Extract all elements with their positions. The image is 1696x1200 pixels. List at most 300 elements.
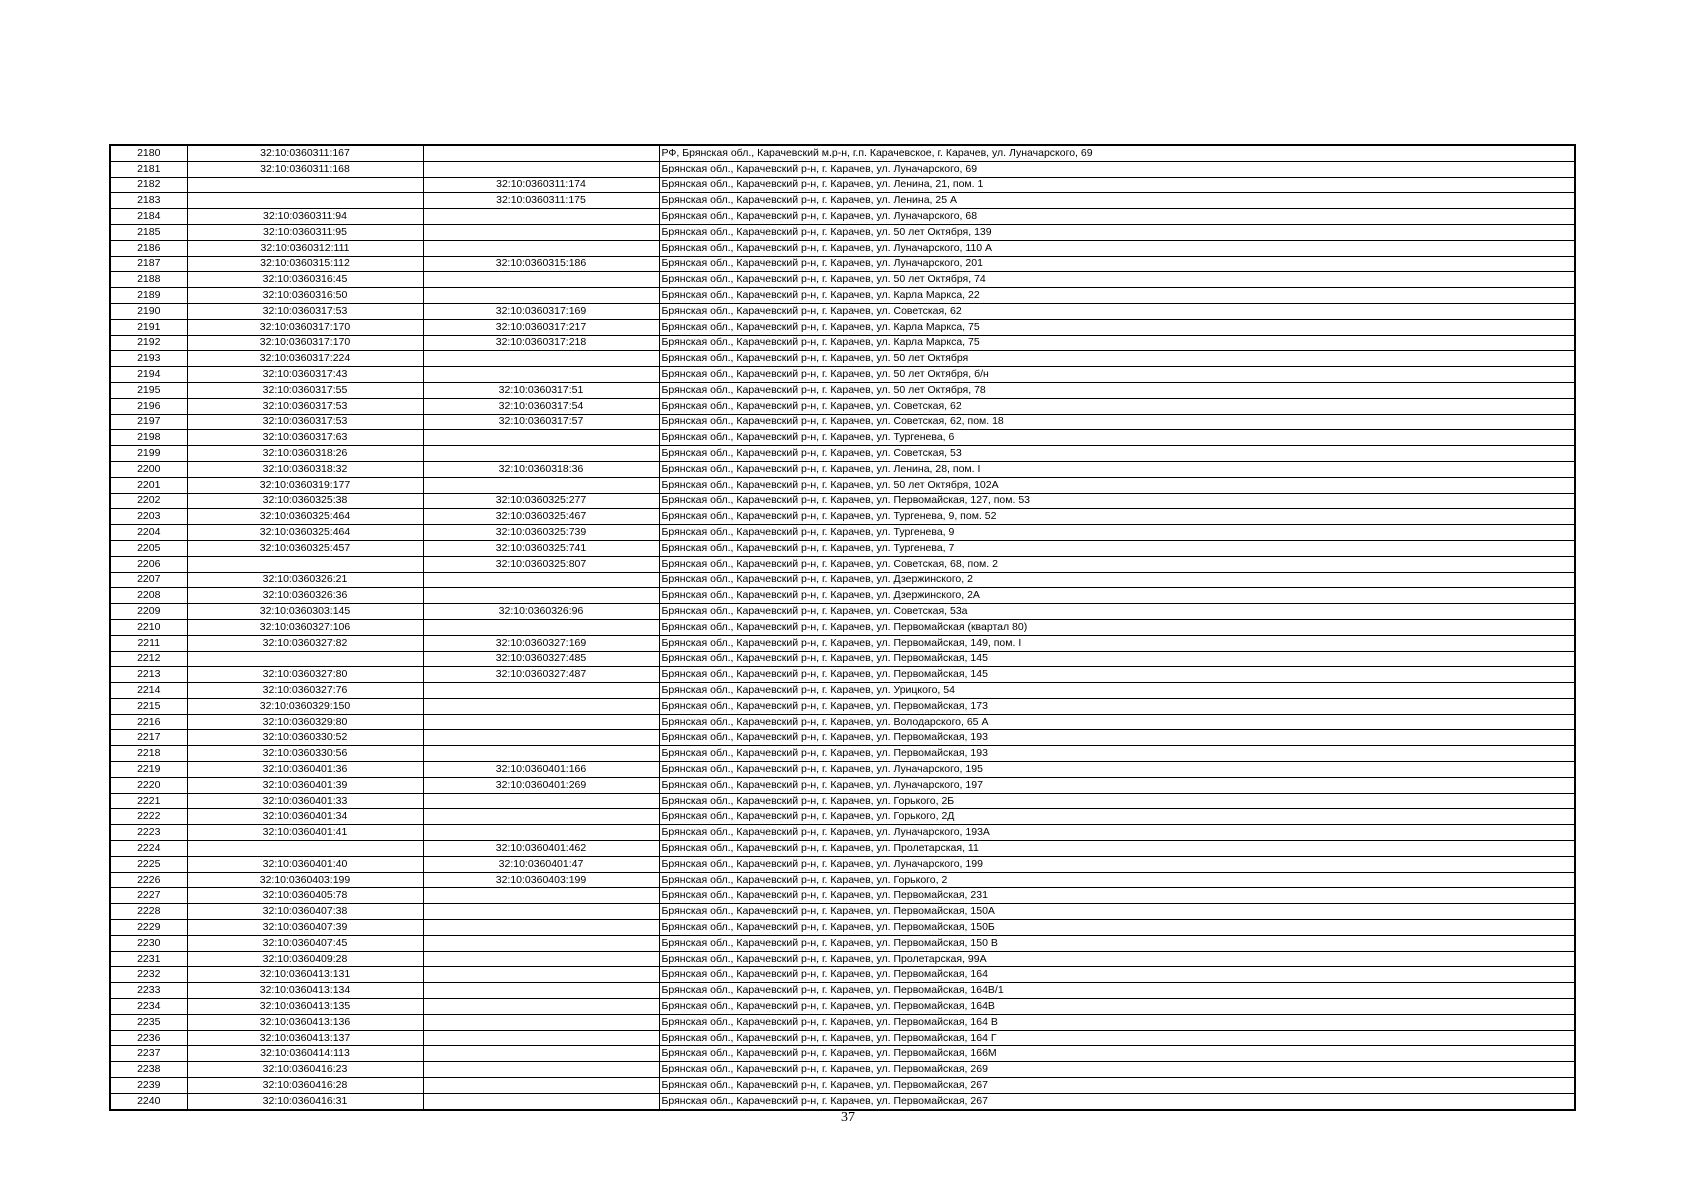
row-number-cell: 2184 (110, 209, 187, 225)
cadastral-number-cell: 32:10:0360326:36 (187, 588, 423, 604)
related-cadastral-number-cell: 32:10:0360325:277 (423, 493, 659, 509)
related-cadastral-number-cell (423, 683, 659, 699)
row-number-cell: 2212 (110, 651, 187, 667)
table-row (110, 461, 1575, 477)
row-number-cell: 2225 (110, 856, 187, 872)
table-row (110, 446, 1575, 462)
table-row (110, 635, 1575, 651)
related-cadastral-number-cell: 32:10:0360318:36 (423, 461, 659, 477)
cadastral-number-cell: 32:10:0360327:80 (187, 667, 423, 683)
cadastral-number-cell (187, 651, 423, 667)
cadastral-number-cell: 32:10:0360311:95 (187, 224, 423, 240)
cadastral-number-cell: 32:10:0360407:45 (187, 935, 423, 951)
table-row (110, 809, 1575, 825)
related-cadastral-number-cell: 32:10:0360317:51 (423, 382, 659, 398)
related-cadastral-number-cell (423, 999, 659, 1015)
related-cadastral-number-cell: 32:10:0360311:175 (423, 193, 659, 209)
cadastral-number-cell: 32:10:0360326:21 (187, 572, 423, 588)
related-cadastral-number-cell: 32:10:0360317:218 (423, 335, 659, 351)
row-number-cell: 2208 (110, 588, 187, 604)
cadastral-number-cell: 32:10:0360403:199 (187, 872, 423, 888)
cadastral-number-cell: 32:10:0360311:168 (187, 161, 423, 177)
address-cell: Брянская обл., Карачевский р-н, г. Карачев, ул. Луначарского, 195 (659, 762, 1575, 778)
address-cell: Брянская обл., Карачевский р-н, г. Карачев, ул. Тургенева, 9, пом. 52 (659, 509, 1575, 525)
row-number-cell: 2194 (110, 367, 187, 383)
table-row (110, 698, 1575, 714)
address-cell: Брянская обл., Карачевский р-н, г. Карачев, ул. Урицкого, 54 (659, 683, 1575, 699)
cadastral-number-cell: 32:10:0360315:112 (187, 256, 423, 272)
address-cell: Брянская обл., Карачевский р-н, г. Карачев, ул. Первомайская, 173 (659, 698, 1575, 714)
related-cadastral-number-cell (423, 951, 659, 967)
row-number-cell: 2239 (110, 1078, 187, 1094)
related-cadastral-number-cell (423, 209, 659, 225)
table-row (110, 335, 1575, 351)
row-number-cell: 2232 (110, 967, 187, 983)
cadastral-number-cell: 32:10:0360409:28 (187, 951, 423, 967)
address-cell: Брянская обл., Карачевский р-н, г. Карачев, ул. Тургенева, 9 (659, 525, 1575, 541)
related-cadastral-number-cell (423, 430, 659, 446)
row-number-cell: 2220 (110, 777, 187, 793)
table-row (110, 509, 1575, 525)
address-cell: Брянская обл., Карачевский р-н, г. Карачев, ул. Первомайская, 150А (659, 904, 1575, 920)
row-number-cell: 2190 (110, 303, 187, 319)
address-cell: Брянская обл., Карачевский р-н, г. Карачев, ул. Советская, 53 (659, 446, 1575, 462)
related-cadastral-number-cell: 32:10:0360401:269 (423, 777, 659, 793)
cadastral-number-cell: 32:10:0360407:39 (187, 920, 423, 936)
cadastral-number-cell: 32:10:0360319:177 (187, 477, 423, 493)
address-cell: Брянская обл., Карачевский р-н, г. Карачев, ул. 50 лет Октября, 78 (659, 382, 1575, 398)
address-cell: Брянская обл., Карачевский р-н, г. Карачев, ул. Первомайская, 150Б (659, 920, 1575, 936)
table-row (110, 288, 1575, 304)
table-row (110, 619, 1575, 635)
related-cadastral-number-cell (423, 714, 659, 730)
row-number-cell: 2215 (110, 698, 187, 714)
table-row (110, 209, 1575, 225)
related-cadastral-number-cell (423, 888, 659, 904)
address-cell: Брянская обл., Карачевский р-н, г. Карачев, ул. Первомайская, 164В/1 (659, 983, 1575, 999)
related-cadastral-number-cell (423, 983, 659, 999)
table-row (110, 224, 1575, 240)
address-cell: Брянская обл., Карачевский р-н, г. Карачев, ул. Пролетарская, 99А (659, 951, 1575, 967)
table-row (110, 1093, 1575, 1109)
row-number-cell: 2202 (110, 493, 187, 509)
address-cell: Брянская обл., Карачевский р-н, г. Карачев, ул. Карла Маркса, 75 (659, 319, 1575, 335)
row-number-cell: 2201 (110, 477, 187, 493)
row-number-cell: 2210 (110, 619, 187, 635)
address-cell: Брянская обл., Карачевский р-н, г. Карачев, ул. Ленина, 21, пом. 1 (659, 177, 1575, 193)
cadastral-number-cell: 32:10:0360329:150 (187, 698, 423, 714)
cadastral-number-cell: 32:10:0360325:38 (187, 493, 423, 509)
cadastral-number-cell: 32:10:0360303:145 (187, 604, 423, 620)
cadastral-number-cell: 32:10:0360317:170 (187, 335, 423, 351)
related-cadastral-number-cell: 32:10:0360403:199 (423, 872, 659, 888)
row-number-cell: 2218 (110, 746, 187, 762)
table-row (110, 935, 1575, 951)
table-row (110, 951, 1575, 967)
related-cadastral-number-cell (423, 809, 659, 825)
table-row (110, 351, 1575, 367)
table-row (110, 651, 1575, 667)
address-cell: Брянская обл., Карачевский р-н, г. Карачев, ул. Первомайская, 145 (659, 667, 1575, 683)
table-row (110, 1046, 1575, 1062)
cadastral-number-cell: 32:10:0360317:224 (187, 351, 423, 367)
table-row (110, 256, 1575, 272)
cadastral-number-cell: 32:10:0360405:78 (187, 888, 423, 904)
table-row (110, 667, 1575, 683)
related-cadastral-number-cell (423, 1078, 659, 1094)
table-row (110, 604, 1575, 620)
related-cadastral-number-cell (423, 793, 659, 809)
cadastral-number-cell: 32:10:0360413:131 (187, 967, 423, 983)
row-number-cell: 2226 (110, 872, 187, 888)
cadastral-number-cell: 32:10:0360401:34 (187, 809, 423, 825)
row-number-cell: 2181 (110, 161, 187, 177)
table-row (110, 161, 1575, 177)
related-cadastral-number-cell (423, 367, 659, 383)
table-row (110, 367, 1575, 383)
related-cadastral-number-cell (423, 224, 659, 240)
table-row (110, 177, 1575, 193)
address-cell: Брянская обл., Карачевский р-н, г. Карачев, ул. Луначарского, 69 (659, 161, 1575, 177)
row-number-cell: 2196 (110, 398, 187, 414)
address-cell: Брянская обл., Карачевский р-н, г. Карачев, ул. Первомайская, 164 (659, 967, 1575, 983)
table-row (110, 999, 1575, 1015)
address-cell: Брянская обл., Карачевский р-н, г. Карачев, ул. Первомайская, 164 В (659, 1014, 1575, 1030)
page-number: 37 (841, 1110, 855, 1125)
related-cadastral-number-cell (423, 1093, 659, 1109)
cadastral-number-cell: 32:10:0360414:113 (187, 1046, 423, 1062)
row-number-cell: 2209 (110, 604, 187, 620)
cadastral-number-cell: 32:10:0360413:137 (187, 1030, 423, 1046)
address-cell: Брянская обл., Карачевский р-н, г. Карачев, ул. Первомайская, 164 Г (659, 1030, 1575, 1046)
cadastral-number-cell: 32:10:0360416:28 (187, 1078, 423, 1094)
row-number-cell: 2236 (110, 1030, 187, 1046)
related-cadastral-number-cell: 32:10:0360325:739 (423, 525, 659, 541)
row-number-cell: 2234 (110, 999, 187, 1015)
related-cadastral-number-cell: 32:10:0360317:169 (423, 303, 659, 319)
address-cell: Брянская обл., Карачевский р-н, г. Карачев, ул. Пролетарская, 11 (659, 841, 1575, 857)
related-cadastral-number-cell: 32:10:0360401:462 (423, 841, 659, 857)
row-number-cell: 2228 (110, 904, 187, 920)
row-number-cell: 2199 (110, 446, 187, 462)
row-number-cell: 2189 (110, 288, 187, 304)
table-row (110, 303, 1575, 319)
row-number-cell: 2207 (110, 572, 187, 588)
row-number-cell: 2195 (110, 382, 187, 398)
row-number-cell: 2237 (110, 1046, 187, 1062)
table-row (110, 382, 1575, 398)
cadastral-number-cell: 32:10:0360325:464 (187, 525, 423, 541)
address-cell: Брянская обл., Карачевский р-н, г. Карачев, ул. Луначарского, 199 (659, 856, 1575, 872)
cadastral-number-cell: 32:10:0360401:33 (187, 793, 423, 809)
row-number-cell: 2198 (110, 430, 187, 446)
cadastral-number-cell: 32:10:0360401:36 (187, 762, 423, 778)
address-cell: Брянская обл., Карачевский р-н, г. Карачев, ул. Горького, 2Б (659, 793, 1575, 809)
address-cell: Брянская обл., Карачевский р-н, г. Карачев, ул. 50 лет Октября, 139 (659, 224, 1575, 240)
row-number-cell: 2197 (110, 414, 187, 430)
cadastral-number-cell: 32:10:0360318:26 (187, 446, 423, 462)
related-cadastral-number-cell: 32:10:0360325:807 (423, 556, 659, 572)
row-number-cell: 2203 (110, 509, 187, 525)
related-cadastral-number-cell (423, 1046, 659, 1062)
table-row (110, 398, 1575, 414)
related-cadastral-number-cell (423, 446, 659, 462)
row-number-cell: 2185 (110, 224, 187, 240)
related-cadastral-number-cell (423, 145, 659, 161)
address-cell: Брянская обл., Карачевский р-н, г. Карачев, ул. Советская, 62 (659, 398, 1575, 414)
table-row (110, 920, 1575, 936)
table-row (110, 746, 1575, 762)
related-cadastral-number-cell (423, 161, 659, 177)
cadastral-number-cell: 32:10:0360327:76 (187, 683, 423, 699)
cadastral-number-cell: 32:10:0360401:40 (187, 856, 423, 872)
cadastral-number-cell: 32:10:0360401:39 (187, 777, 423, 793)
row-number-cell: 2191 (110, 319, 187, 335)
cadastral-number-cell (187, 193, 423, 209)
related-cadastral-number-cell (423, 240, 659, 256)
table-row (110, 1078, 1575, 1094)
cadastral-number-cell: 32:10:0360317:63 (187, 430, 423, 446)
table-row (110, 272, 1575, 288)
related-cadastral-number-cell (423, 1014, 659, 1030)
cadastral-number-cell: 32:10:0360407:38 (187, 904, 423, 920)
address-cell: Брянская обл., Карачевский р-н, г. Карачев, ул. Ленина, 28, пом. I (659, 461, 1575, 477)
related-cadastral-number-cell: 32:10:0360327:487 (423, 667, 659, 683)
related-cadastral-number-cell (423, 730, 659, 746)
row-number-cell: 2233 (110, 983, 187, 999)
row-number-cell: 2206 (110, 556, 187, 572)
address-cell: Брянская обл., Карачевский р-н, г. Карачев, ул. Советская, 62 (659, 303, 1575, 319)
cadastral-number-cell: 32:10:0360327:82 (187, 635, 423, 651)
row-number-cell: 2240 (110, 1093, 187, 1109)
cadastral-number-cell: 32:10:0360311:94 (187, 209, 423, 225)
row-number-cell: 2180 (110, 145, 187, 161)
related-cadastral-number-cell (423, 904, 659, 920)
table-row (110, 856, 1575, 872)
related-cadastral-number-cell (423, 572, 659, 588)
table-row (110, 967, 1575, 983)
related-cadastral-number-cell (423, 619, 659, 635)
cadastral-number-cell: 32:10:0360312:111 (187, 240, 423, 256)
cadastral-number-cell: 32:10:0360413:136 (187, 1014, 423, 1030)
table-row (110, 556, 1575, 572)
address-cell: Брянская обл., Карачевский р-н, г. Карачев, ул. Первомайская, 193 (659, 746, 1575, 762)
row-number-cell: 2235 (110, 1014, 187, 1030)
address-cell: Брянская обл., Карачевский р-н, г. Карачев, ул. Советская, 68, пом. 2 (659, 556, 1575, 572)
related-cadastral-number-cell (423, 588, 659, 604)
table-row (110, 430, 1575, 446)
address-cell: Брянская обл., Карачевский р-н, г. Карачев, ул. Горького, 2Д (659, 809, 1575, 825)
related-cadastral-number-cell (423, 1062, 659, 1078)
address-cell: Брянская обл., Карачевский р-н, г. Карачев, ул. 50 лет Октября (659, 351, 1575, 367)
address-cell: Брянская обл., Карачевский р-н, г. Карачев, ул. Первомайская (квартал 80) (659, 619, 1575, 635)
row-number-cell: 2186 (110, 240, 187, 256)
address-cell: Брянская обл., Карачевский р-н, г. Карачев, ул. Первомайская, 149, пом. I (659, 635, 1575, 651)
related-cadastral-number-cell (423, 825, 659, 841)
row-number-cell: 2200 (110, 461, 187, 477)
related-cadastral-number-cell: 32:10:0360317:217 (423, 319, 659, 335)
row-number-cell: 2231 (110, 951, 187, 967)
table-row (110, 841, 1575, 857)
table-row (110, 477, 1575, 493)
related-cadastral-number-cell: 32:10:0360317:54 (423, 398, 659, 414)
cadastral-number-cell (187, 556, 423, 572)
table-row (110, 1030, 1575, 1046)
address-cell: Брянская обл., Карачевский р-н, г. Карачев, ул. 50 лет Октября, б/н (659, 367, 1575, 383)
cadastral-number-cell (187, 841, 423, 857)
cadastral-number-cell: 32:10:0360327:106 (187, 619, 423, 635)
table-row (110, 714, 1575, 730)
address-cell: Брянская обл., Карачевский р-н, г. Карачев, ул. 50 лет Октября, 74 (659, 272, 1575, 288)
row-number-cell: 2230 (110, 935, 187, 951)
cadastral-number-cell: 32:10:0360416:31 (187, 1093, 423, 1109)
related-cadastral-number-cell: 32:10:0360327:485 (423, 651, 659, 667)
address-cell: Брянская обл., Карачевский р-н, г. Карачев, ул. Луначарского, 193А (659, 825, 1575, 841)
cadastral-number-cell: 32:10:0360316:45 (187, 272, 423, 288)
related-cadastral-number-cell: 32:10:0360401:47 (423, 856, 659, 872)
table-row (110, 762, 1575, 778)
cadastral-table (109, 144, 1576, 1111)
row-number-cell: 2214 (110, 683, 187, 699)
table-row (110, 730, 1575, 746)
related-cadastral-number-cell: 32:10:0360315:186 (423, 256, 659, 272)
cadastral-number-cell: 32:10:0360317:53 (187, 414, 423, 430)
table-row (110, 319, 1575, 335)
cadastral-number-cell: 32:10:0360317:170 (187, 319, 423, 335)
cadastral-number-cell: 32:10:0360317:53 (187, 398, 423, 414)
related-cadastral-number-cell (423, 288, 659, 304)
cadastral-number-cell: 32:10:0360325:464 (187, 509, 423, 525)
address-cell: Брянская обл., Карачевский р-н, г. Карачев, ул. Советская, 53а (659, 604, 1575, 620)
row-number-cell: 2183 (110, 193, 187, 209)
row-number-cell: 2229 (110, 920, 187, 936)
cadastral-number-cell: 32:10:0360325:457 (187, 540, 423, 556)
address-cell: Брянская обл., Карачевский р-н, г. Карачев, ул. Первомайская, 145 (659, 651, 1575, 667)
table-row (110, 572, 1575, 588)
row-number-cell: 2182 (110, 177, 187, 193)
row-number-cell: 2221 (110, 793, 187, 809)
related-cadastral-number-cell: 32:10:0360317:57 (423, 414, 659, 430)
table-row (110, 240, 1575, 256)
table-row (110, 904, 1575, 920)
table-row (110, 145, 1575, 161)
row-number-cell: 2211 (110, 635, 187, 651)
address-cell: Брянская обл., Карачевский р-н, г. Карачев, ул. Первомайская, 166М (659, 1046, 1575, 1062)
related-cadastral-number-cell: 32:10:0360311:174 (423, 177, 659, 193)
row-number-cell: 2219 (110, 762, 187, 778)
row-number-cell: 2204 (110, 525, 187, 541)
address-cell: Брянская обл., Карачевский р-н, г. Карачев, ул. Первомайская, 193 (659, 730, 1575, 746)
address-cell: Брянская обл., Карачевский р-н, г. Карачев, ул. Горького, 2 (659, 872, 1575, 888)
related-cadastral-number-cell: 32:10:0360325:467 (423, 509, 659, 525)
table-row (110, 193, 1575, 209)
address-cell: Брянская обл., Карачевский р-н, г. Карачев, ул. Советская, 62, пом. 18 (659, 414, 1575, 430)
table-row (110, 414, 1575, 430)
address-cell: Брянская обл., Карачевский р-н, г. Карачев, ул. Тургенева, 6 (659, 430, 1575, 446)
related-cadastral-number-cell (423, 920, 659, 936)
cadastral-number-cell: 32:10:0360413:135 (187, 999, 423, 1015)
address-cell: Брянская обл., Карачевский р-н, г. Карачев, ул. Первомайская, 150 В (659, 935, 1575, 951)
cadastral-number-cell: 32:10:0360330:52 (187, 730, 423, 746)
row-number-cell: 2238 (110, 1062, 187, 1078)
row-number-cell: 2192 (110, 335, 187, 351)
table-row (110, 1014, 1575, 1030)
address-cell: Брянская обл., Карачевский р-н, г. Карачев, ул. Первомайская, 164В (659, 999, 1575, 1015)
cadastral-number-cell: 32:10:0360416:23 (187, 1062, 423, 1078)
row-number-cell: 2213 (110, 667, 187, 683)
related-cadastral-number-cell (423, 1030, 659, 1046)
address-cell: Брянская обл., Карачевский р-н, г. Карачев, ул. Луначарского, 197 (659, 777, 1575, 793)
address-cell: Брянская обл., Карачевский р-н, г. Карачев, ул. Дзержинского, 2 (659, 572, 1575, 588)
table-row (110, 588, 1575, 604)
address-cell: РФ, Брянская обл., Карачевский м.р-н, г.п. Карачевское, г. Карачев, ул. Луначарского, 69 (659, 145, 1575, 161)
address-cell: Брянская обл., Карачевский р-н, г. Карачев, ул. Луначарского, 110 А (659, 240, 1575, 256)
table-row (110, 793, 1575, 809)
table-row (110, 983, 1575, 999)
related-cadastral-number-cell: 32:10:0360327:169 (423, 635, 659, 651)
related-cadastral-number-cell (423, 698, 659, 714)
address-cell: Брянская обл., Карачевский р-н, г. Карачев, ул. Володарского, 65 А (659, 714, 1575, 730)
table-row (110, 683, 1575, 699)
address-cell: Брянская обл., Карачевский р-н, г. Карачев, ул. 50 лет Октября, 102А (659, 477, 1575, 493)
table-row (110, 888, 1575, 904)
related-cadastral-number-cell (423, 746, 659, 762)
related-cadastral-number-cell (423, 272, 659, 288)
address-cell: Брянская обл., Карачевский р-н, г. Карачев, ул. Ленина, 25 А (659, 193, 1575, 209)
address-cell: Брянская обл., Карачевский р-н, г. Карачев, ул. Первомайская, 127, пом. 53 (659, 493, 1575, 509)
row-number-cell: 2188 (110, 272, 187, 288)
related-cadastral-number-cell: 32:10:0360325:741 (423, 540, 659, 556)
address-cell: Брянская обл., Карачевский р-н, г. Карачев, ул. Карла Маркса, 22 (659, 288, 1575, 304)
table-row (110, 1062, 1575, 1078)
cadastral-number-cell: 32:10:0360401:41 (187, 825, 423, 841)
table-row (110, 777, 1575, 793)
related-cadastral-number-cell (423, 351, 659, 367)
address-cell: Брянская обл., Карачевский р-н, г. Карачев, ул. Первомайская, 267 (659, 1078, 1575, 1094)
row-number-cell: 2223 (110, 825, 187, 841)
row-number-cell: 2193 (110, 351, 187, 367)
cadastral-number-cell: 32:10:0360317:53 (187, 303, 423, 319)
cadastral-number-cell: 32:10:0360317:55 (187, 382, 423, 398)
cadastral-number-cell: 32:10:0360316:50 (187, 288, 423, 304)
address-cell: Брянская обл., Карачевский р-н, г. Карачев, ул. Первомайская, 231 (659, 888, 1575, 904)
cadastral-number-cell: 32:10:0360311:167 (187, 145, 423, 161)
cadastral-number-cell: 32:10:0360317:43 (187, 367, 423, 383)
row-number-cell: 2222 (110, 809, 187, 825)
address-cell: Брянская обл., Карачевский р-н, г. Карачев, ул. Карла Маркса, 75 (659, 335, 1575, 351)
table-row (110, 825, 1575, 841)
row-number-cell: 2187 (110, 256, 187, 272)
related-cadastral-number-cell (423, 477, 659, 493)
table-body (110, 145, 1575, 1110)
table-row (110, 493, 1575, 509)
row-number-cell: 2227 (110, 888, 187, 904)
address-cell: Брянская обл., Карачевский р-н, г. Карачев, ул. Первомайская, 267 (659, 1093, 1575, 1109)
table-row (110, 872, 1575, 888)
cadastral-number-cell (187, 177, 423, 193)
address-cell: Брянская обл., Карачевский р-н, г. Карачев, ул. Первомайская, 269 (659, 1062, 1575, 1078)
address-cell: Брянская обл., Карачевский р-н, г. Карачев, ул. Луначарского, 68 (659, 209, 1575, 225)
address-cell: Брянская обл., Карачевский р-н, г. Карачев, ул. Тургенева, 7 (659, 540, 1575, 556)
row-number-cell: 2205 (110, 540, 187, 556)
related-cadastral-number-cell (423, 967, 659, 983)
related-cadastral-number-cell: 32:10:0360326:96 (423, 604, 659, 620)
cadastral-number-cell: 32:10:0360329:80 (187, 714, 423, 730)
row-number-cell: 2217 (110, 730, 187, 746)
row-number-cell: 2224 (110, 841, 187, 857)
address-cell: Брянская обл., Карачевский р-н, г. Карачев, ул. Луначарского, 201 (659, 256, 1575, 272)
address-cell: Брянская обл., Карачевский р-н, г. Карачев, ул. Дзержинского, 2А (659, 588, 1575, 604)
